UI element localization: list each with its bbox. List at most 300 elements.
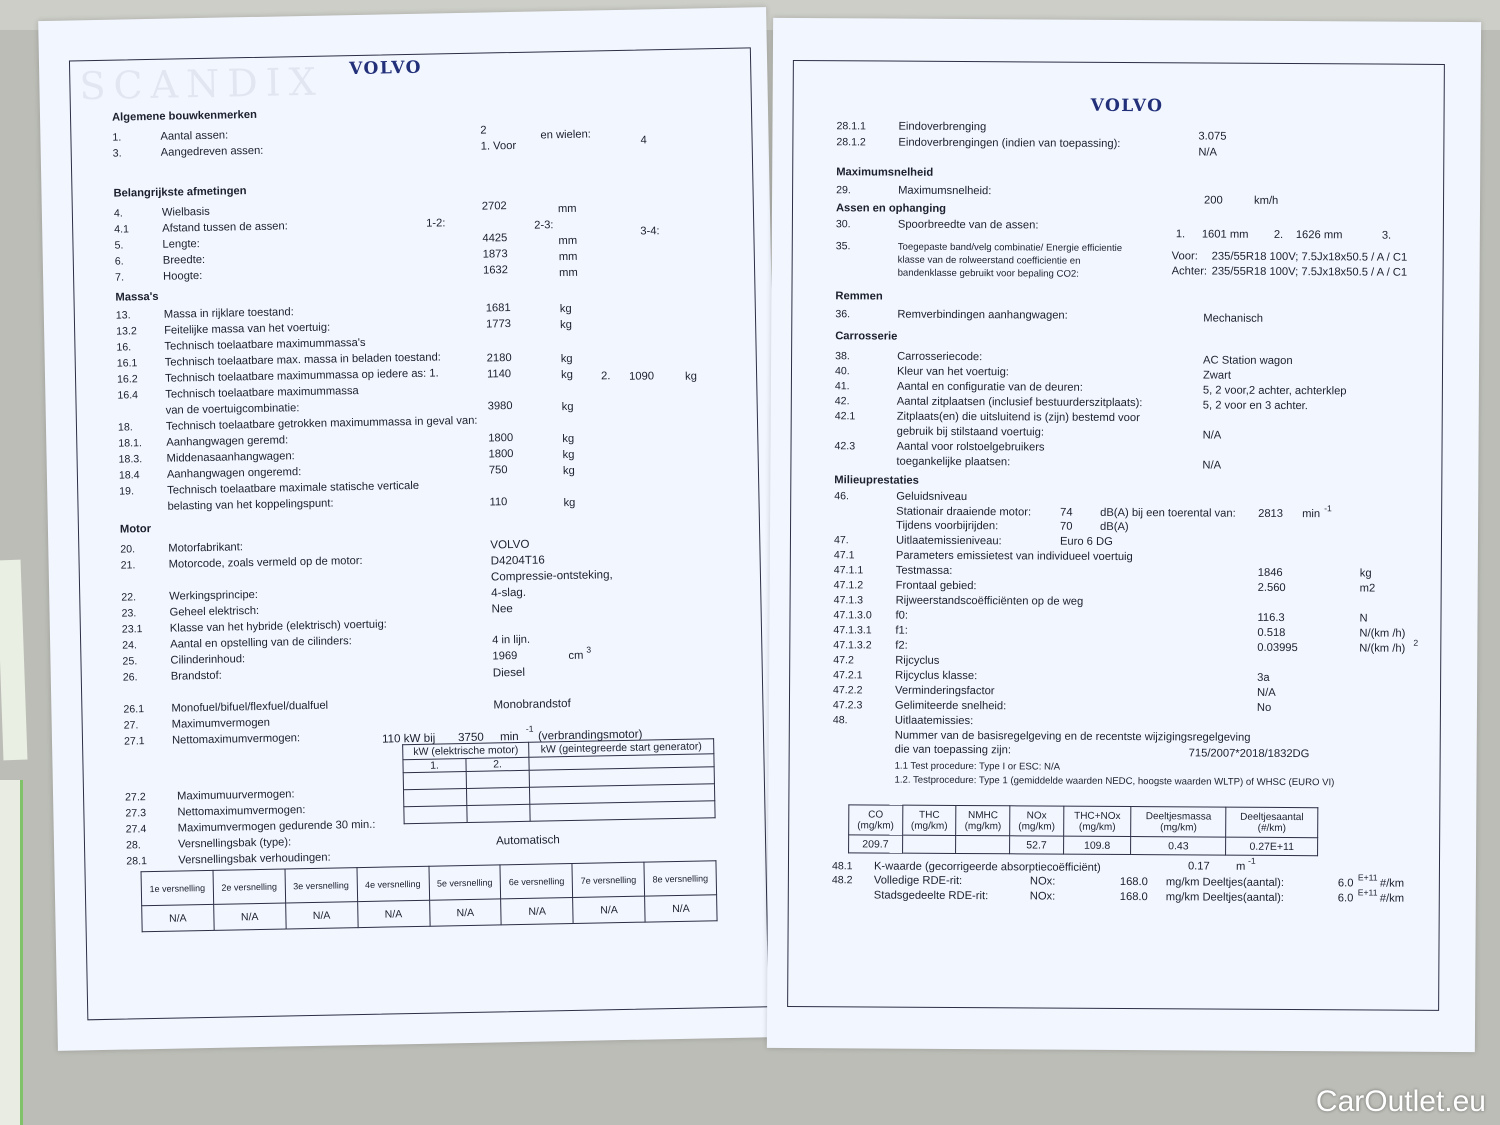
spec-text: N/(km /h) (1359, 627, 1406, 640)
spec-text: 26.1 (123, 703, 145, 716)
spec-text: Technisch toelaatbare maximummassa (165, 384, 359, 401)
spec-text: Aantal en configuratie van de deuren: (896, 380, 1083, 394)
spec-text: Middenasaanhangwagen: (166, 450, 295, 465)
emission-table (848, 804, 1318, 856)
spec-text: 5, 2 voor en 3 achter. (1202, 399, 1308, 413)
spec-text: 18.4 (118, 469, 140, 482)
spec-text: Rijcyclus (895, 654, 940, 667)
spec-text: 116.3 (1257, 611, 1285, 624)
spec-text: 1773 (485, 318, 512, 331)
spec-text: 47.2 (833, 654, 854, 667)
spec-text: 47.1.3.0 (833, 609, 872, 622)
spec-text: 235/55R18 100V; 7.5Jx18x50.5 / A / C1 (1211, 265, 1408, 279)
spec-text: kg (559, 302, 572, 316)
spec-text: Carrosseriecode: (897, 350, 983, 364)
power-table (402, 738, 715, 824)
spec-text: 74 (1060, 506, 1073, 519)
gear-value-cell: N/A (357, 900, 429, 927)
spec-text: 42.1 (834, 410, 856, 423)
spec-text: 30. (835, 218, 851, 231)
emission-header-cell: NMHC (mg/km) (956, 805, 1010, 835)
spec-text: 23.1 (121, 623, 143, 636)
spec-text: kg (560, 368, 574, 382)
spec-text: kg (1359, 567, 1372, 580)
spec-text: Aanhangwagen geremd: (166, 434, 289, 449)
spec-text: N/(km /h) (1359, 642, 1406, 655)
spec-text: Diesel (492, 665, 526, 680)
spec-text: 28.1 (126, 855, 148, 868)
spec-text: 0.17 (1187, 860, 1210, 873)
spec-text: -1 (1324, 503, 1332, 514)
gear-value-cell: N/A (429, 899, 501, 926)
spec-text: Verminderingsfactor (895, 684, 995, 698)
spec-text: Lengte: (162, 238, 200, 251)
spec-text: Eindoverbrenging (898, 120, 987, 134)
spec-text: Toegepaste band/velg combinatie/ Energie efficientie (897, 241, 1123, 254)
spec-text: 42.3 (834, 440, 856, 453)
spec-text: Werkingsprincipe: (169, 588, 259, 603)
spec-text: 1800 (488, 432, 514, 445)
spec-text: belasting van het koppelingspunt: (167, 497, 334, 513)
spec-text: cm (568, 649, 584, 663)
spec-text: kg (559, 318, 573, 332)
spec-text: 47. (833, 534, 849, 547)
spec-text: 168.0 (1119, 890, 1148, 904)
spec-text: 29. (836, 184, 851, 197)
spec-text: Milieuprestaties (834, 474, 919, 487)
spec-text: 4 in lijn. (492, 633, 531, 647)
spec-text: E+11 (1357, 887, 1378, 898)
spec-text: 4-slag. (491, 585, 527, 600)
spec-text: klasse van de rolweerstand coefficientie en (897, 254, 1081, 267)
spec-text: Tijdens voorbijrijden: (896, 519, 999, 533)
spec-text: N/A (1198, 146, 1218, 159)
gear-value-cell: N/A (645, 895, 717, 922)
spec-text: NOx: (1029, 875, 1056, 888)
spec-text: km/h (1254, 194, 1279, 207)
emission-value-cell (956, 835, 1010, 853)
spec-text: min (1302, 508, 1321, 521)
spec-text: 47.1.3.1 (833, 624, 872, 637)
spec-text: Uitlaatemissieniveau: (895, 534, 1002, 548)
spec-text: 1-2: (426, 217, 446, 230)
spec-text: 2 (480, 124, 487, 137)
spec-text: 13. (115, 309, 131, 322)
spec-text: 2.560 (1257, 581, 1286, 594)
spec-text: AC Station wagon (1203, 354, 1293, 368)
spec-text: Cilinderinhoud: (170, 653, 246, 667)
gear-value-cell: N/A (501, 897, 573, 924)
spec-text: Technisch toelaatbare getrokken maximummassa in geval van: (165, 414, 478, 433)
spec-text: Aanhangwagen ongeremd: (166, 466, 302, 481)
spec-text: 19. (119, 485, 135, 498)
power-table-cell (530, 801, 715, 822)
spec-text: Feitelijke massa van het voertuig: (164, 321, 331, 337)
spec-text: 16. (116, 341, 132, 354)
spec-text: Geheel elektrisch: (169, 604, 260, 619)
spec-text: Uitlaatemissies: (894, 714, 974, 728)
spec-text: 3. (1381, 229, 1392, 242)
emission-header-cell: THC+NOx (mg/km) (1063, 806, 1131, 836)
spec-text: van de voertuigcombinatie: (165, 402, 300, 417)
gear-header-cell: 7e versnelling (572, 862, 645, 897)
spec-text: Achter: (1171, 265, 1208, 278)
document-sheet-right (767, 18, 1481, 1052)
spec-text: 1.2. Testprocedure: Type 1 (gemiddelde waarden NEDC, hoogste waarden WLTP) of WHSC (EURO VI) (894, 774, 1335, 789)
spec-text: Automatisch (495, 833, 560, 848)
volvo-logo: VOLVO (348, 57, 423, 80)
spec-text: 16.4 (117, 389, 139, 402)
spec-text: Carrosserie (835, 330, 898, 343)
spec-text: 6.0 (1337, 877, 1354, 890)
spec-text: Nettomaximumvermogen: (171, 732, 301, 747)
spec-text: Motorcode, zoals vermeld op de motor: (168, 554, 363, 571)
spec-text: 25. (122, 655, 138, 668)
document-sheet-left (38, 7, 786, 1051)
spec-text: 28.1.1 (836, 120, 866, 133)
spec-text: 3-4: (640, 225, 660, 238)
spec-text: Technisch toelaatbare maximale statische verticale (167, 479, 420, 497)
spec-text: Nettomaximumvermogen: (177, 804, 306, 819)
spec-text: m (1235, 860, 1246, 873)
spec-text: 715/2007*2018/1832DG (1188, 747, 1310, 761)
spec-text: Zitplaats(en) die uitsluitend is (zijn) bestemd voor (896, 410, 1140, 425)
spec-text: Zwart (1202, 369, 1231, 382)
gear-value-cell: N/A (285, 902, 357, 929)
spec-text: Spoorbreedte van de assen: (897, 218, 1039, 232)
gear-header-cell: 5e versnelling (428, 865, 501, 900)
spec-text: 2702 (481, 200, 507, 213)
spec-text: 13.2 (116, 325, 137, 338)
spec-text: kg (562, 432, 575, 446)
spec-text: 47.1.3 (833, 594, 864, 607)
spec-text: Monobrandstof (493, 696, 571, 712)
power-table-cell (467, 804, 530, 822)
spec-text: #/km (1379, 892, 1405, 905)
spec-text: Massa's (115, 290, 159, 304)
spec-text: 47.2.1 (833, 669, 863, 682)
power-table-col-1: 1. (403, 759, 466, 773)
emission-header-cell: NOx (mg/km) (1010, 806, 1064, 836)
spec-text: Stationair draaiende motor: (896, 505, 1032, 519)
spec-text: 18.1. (118, 437, 142, 450)
spec-text: dB(A) (1100, 520, 1129, 534)
spec-text: 750 (488, 464, 508, 477)
spec-text: kg (563, 496, 576, 510)
emission-value-cell: 52.7 (1010, 836, 1064, 854)
spec-text: 1090 (629, 370, 655, 383)
spec-text: 26. (122, 671, 138, 684)
spec-text: K-waarde (gecorrigeerde absorptiecoëfficiënt) (873, 860, 1101, 874)
spec-text: 1. (112, 131, 122, 144)
paper-scrap (0, 560, 27, 761)
spec-text: kg (685, 370, 698, 383)
spec-text: 2813 (1258, 507, 1284, 520)
spec-text: Remmen (835, 290, 883, 303)
spec-text: 0.518 (1257, 626, 1286, 639)
spec-text: Belangrijkste afmetingen (113, 185, 247, 200)
spec-text: 1632 (482, 264, 509, 277)
spec-text: Maximumuurvermogen: (176, 788, 295, 803)
spec-text: 1601 mm (1201, 228, 1249, 241)
spec-text: Maximumvermogen gedurende 30 min.: (177, 818, 376, 835)
spec-text: mg/km Deeltjes(aantal): (1165, 876, 1285, 889)
spec-text: 27. (123, 719, 139, 732)
spec-text: Testmassa: (895, 564, 953, 577)
spec-text: 1969 (492, 650, 518, 663)
spec-text: 24. (122, 639, 138, 652)
spec-text: die van toepassing zijn: (894, 743, 1012, 757)
spec-text: Eindoverbrengingen (indien van toepassing): (898, 136, 1121, 150)
spec-text: Motorfabrikant: (168, 541, 244, 555)
spec-text: 1846 (1257, 566, 1283, 579)
power-table-cell (404, 789, 467, 807)
spec-text: mm (558, 266, 578, 280)
power-table-cell (466, 787, 529, 805)
spec-text: mm (558, 250, 578, 264)
spec-text: Rijcyclus klasse: (895, 669, 978, 683)
spec-text: 48.1 (831, 860, 853, 873)
volvo-logo: VOLVO (1090, 95, 1164, 117)
spec-text: 2. (1273, 228, 1284, 241)
spec-text: 2 (1413, 637, 1419, 648)
spec-text: 110 (489, 496, 508, 509)
spec-text: 3 (586, 644, 592, 655)
spec-text: NOx: (1029, 890, 1056, 903)
spec-text: Nee (491, 602, 513, 616)
spec-text: 27.4 (125, 823, 147, 836)
spec-text: 47.1.3.2 (833, 639, 872, 652)
spec-text: 20. (120, 543, 136, 556)
spec-text: 200 (1204, 194, 1223, 207)
spec-text: 47.1 (833, 549, 855, 562)
spec-text: Technisch toelaatbare max. massa in beladen toestand: (164, 351, 441, 369)
spec-text: Maximumvermogen (171, 716, 271, 731)
spec-text: Frontaal gebied: (895, 579, 977, 593)
spec-text: f1: (895, 624, 908, 637)
spec-text: 3a (1257, 671, 1270, 684)
spec-text: 1873 (482, 248, 508, 261)
spec-text: 48. (832, 714, 848, 727)
spec-text: Hoogte: (162, 269, 203, 283)
spec-text: 27.1 (123, 735, 145, 748)
gear-header-cell: 2e versnelling (213, 869, 286, 904)
spec-text: Versnellingsbak (type): (177, 836, 292, 851)
spec-text: 47.2.3 (832, 699, 863, 712)
spec-text: 7. (115, 271, 125, 284)
spec-text: No (1256, 701, 1272, 714)
gear-value-cell: N/A (214, 903, 286, 930)
spec-text: Voor: (1171, 250, 1198, 263)
spec-text: -1 (525, 723, 534, 734)
spec-text: kg (560, 352, 573, 366)
spec-text: Aantal assen: (160, 129, 229, 143)
spec-text: 0.03995 (1257, 641, 1298, 655)
spec-text: Aangedreven assen: (160, 144, 264, 159)
spec-text: Aantal voor rolstoelgebruikers (896, 440, 1045, 454)
spec-text: Aantal en opstelling van de cilinders: (170, 635, 352, 651)
spec-text: Geluidsniveau (896, 490, 968, 504)
spec-text: 28. (125, 839, 141, 852)
spec-text: N/A (1257, 686, 1276, 699)
spec-text: min (499, 729, 519, 744)
spec-text: 18.3. (118, 453, 143, 466)
emission-value-cell: 0.43 (1131, 837, 1226, 856)
spec-text: mm (557, 202, 577, 216)
spec-text: VOLVO (490, 537, 530, 552)
gear-header-cell: 6e versnelling (500, 863, 573, 898)
spec-text: 1140 (486, 368, 512, 381)
spec-text: 1800 (488, 448, 514, 461)
spec-text: 6.0 (1337, 892, 1354, 905)
spec-text: Stadsgedeelte RDE-rit: (873, 889, 989, 903)
spec-text: mg/km Deeltjes(aantal): (1165, 891, 1284, 904)
spec-text: 27.3 (125, 807, 147, 820)
spec-text: 235/55R18 100V; 7.5Jx18x50.5 / A / C1 (1211, 250, 1408, 264)
gear-header-cell: 1e versnelling (141, 870, 214, 905)
gear-header-cell: 3e versnelling (285, 868, 358, 903)
spec-text: Afstand tussen de assen: (162, 220, 288, 235)
emission-value-cell: 0.27E+11 (1226, 837, 1318, 856)
gear-value-cell: N/A (573, 896, 645, 923)
spec-text: 27.2 (124, 791, 146, 804)
spec-text: kg (561, 400, 574, 414)
emission-value-cell: 209.7 (849, 835, 903, 853)
spec-text: mm (558, 234, 578, 248)
spec-text: 1681 (485, 302, 511, 315)
spec-text: 3750 (457, 730, 484, 745)
spec-text: Versnellingsbak verhoudingen: (178, 851, 331, 867)
spec-text: 22. (121, 591, 137, 604)
spec-text: Remverbindingen aanhangwagen: (897, 308, 1068, 322)
spec-text: 38. (835, 350, 850, 363)
spec-text: Assen en ophanging (835, 202, 947, 215)
gear-header-cell: 4e versnelling (357, 866, 430, 901)
spec-text: kg (562, 464, 575, 478)
spec-text: 5. (114, 239, 124, 252)
spec-text: 1. (1175, 228, 1186, 241)
emission-value-cell (902, 835, 956, 853)
spec-text: kg (562, 448, 575, 462)
spec-text: 1.1 Test procedure: Type I or ESC: N/A (894, 760, 1061, 773)
power-table-header-generator: kW (geintegreerde start generator) (529, 739, 714, 758)
green-tag (0, 780, 23, 1125)
spec-text: N (1359, 612, 1368, 625)
spec-text: 47.1.1 (833, 564, 864, 577)
spec-text: bandenklasse gebruikt voor bepaling CO2: (897, 267, 1079, 280)
spec-text: D4204T16 (490, 553, 545, 568)
spec-text: 110 kW bij (381, 731, 436, 746)
spec-text: 41. (834, 380, 850, 393)
spec-text: 4. (113, 207, 123, 220)
spec-text: N/A (1202, 429, 1222, 442)
spec-text: Mechanisch (1203, 312, 1264, 325)
spec-text: Volledige RDE-rit: (873, 874, 963, 888)
spec-text: en wielen: (540, 128, 591, 142)
spec-text: 70 (1060, 520, 1073, 533)
spec-text: 4 (640, 134, 647, 147)
spec-text: Klasse van het hybride (elektrisch) voertuig: (169, 618, 387, 635)
spec-text: Massa in rijklare toestand: (163, 306, 294, 321)
gear-ratio-table (141, 860, 718, 932)
spec-text: Monofuel/bifuel/flexfuel/dualfuel (171, 699, 329, 715)
spec-text: Rijweerstandscoëfficiënten op de weg (895, 594, 1084, 608)
spec-text: Algemene bouwkenmerken (111, 108, 257, 124)
spec-text: 2180 (486, 352, 512, 365)
spec-text: 6. (114, 255, 124, 268)
emission-header-cell: THC (mg/km) (902, 805, 956, 835)
gear-header-cell: 8e versnelling (644, 861, 717, 896)
spec-text: 21. (120, 559, 136, 572)
spec-text: Aantal zitplaatsen (inclusief bestuurderszitplaats): (896, 395, 1143, 410)
spec-text: 5, 2 voor,2 achter, achterklep (1202, 384, 1347, 398)
spec-text: gebruik bij stilstaand voertuig: (896, 425, 1045, 439)
spec-text: 16.1 (116, 357, 138, 370)
spec-text: N/A (1202, 459, 1222, 472)
spec-text: 168.0 (1119, 875, 1148, 889)
spec-text: Gelimiteerde snelheid: (894, 699, 1007, 713)
spec-text: Kleur van het voertuig: (896, 365, 1009, 379)
spec-text: 4.1 (114, 223, 130, 236)
spec-text: 18. (117, 421, 133, 434)
emission-header-cell: Deeltjesmassa (mg/km) (1131, 807, 1226, 838)
spec-text: 3.075 (1198, 130, 1227, 143)
spec-text: 48.2 (831, 874, 853, 887)
spec-text: Parameters emissietest van individueel voertuig (895, 549, 1133, 564)
spec-text: Wielbasis (161, 205, 210, 219)
spec-text: Euro 6 DG (1059, 535, 1113, 548)
spec-text: 47.1.2 (833, 579, 864, 592)
bleed-through-text: SCANDIX (79, 59, 325, 109)
spec-text: (verbrandingsmotor) (537, 727, 643, 743)
spec-text: dB(A) bij een toerental van: (1100, 506, 1236, 520)
emission-value-cell: 109.8 (1063, 836, 1131, 854)
spec-text: Brandstof: (170, 669, 222, 683)
spec-text: 23. (121, 607, 137, 620)
spec-text: 36. (835, 308, 851, 321)
spec-text: #/km (1379, 877, 1405, 890)
emission-header-cell: Deeltjesaantal (#/km) (1226, 807, 1318, 838)
spec-text: Breedte: (162, 253, 206, 267)
spec-text: 46. (834, 490, 850, 503)
spec-text: 1626 mm (1295, 229, 1343, 242)
spec-text: 40. (834, 365, 850, 378)
gear-value-cell: N/A (142, 904, 214, 931)
spec-text: m2 (1359, 582, 1376, 595)
spec-text: f2: (895, 639, 908, 652)
spec-text: Maximumsnelheid: (898, 184, 992, 198)
spec-text: -1 (1247, 855, 1256, 866)
spec-text: 3980 (487, 400, 513, 413)
power-table-cell (404, 805, 467, 823)
spec-text: Maximumsnelheid (836, 166, 934, 179)
spec-text: 2. (600, 370, 611, 383)
power-table-cell (466, 770, 529, 788)
spec-text: 3. (112, 147, 122, 160)
spec-text: 4425 (482, 232, 508, 245)
spec-text: 28.1.2 (836, 136, 866, 149)
spec-text: Compressie-ontsteking, (490, 568, 613, 584)
spec-text: f0: (895, 609, 908, 622)
watermark-logo: CarOutlet.eu (1315, 1085, 1486, 1118)
spec-text: 2-3: (534, 219, 554, 232)
power-table-header-electric: kW (elektrische motor) (403, 742, 529, 759)
spec-text: 35. (835, 240, 851, 253)
spec-text: toegankelijke plaatsen: (896, 455, 1011, 469)
spec-text: 47.2.2 (833, 684, 863, 697)
spec-text: 1. Voor (480, 139, 517, 153)
spec-text: E+11 (1357, 872, 1378, 883)
